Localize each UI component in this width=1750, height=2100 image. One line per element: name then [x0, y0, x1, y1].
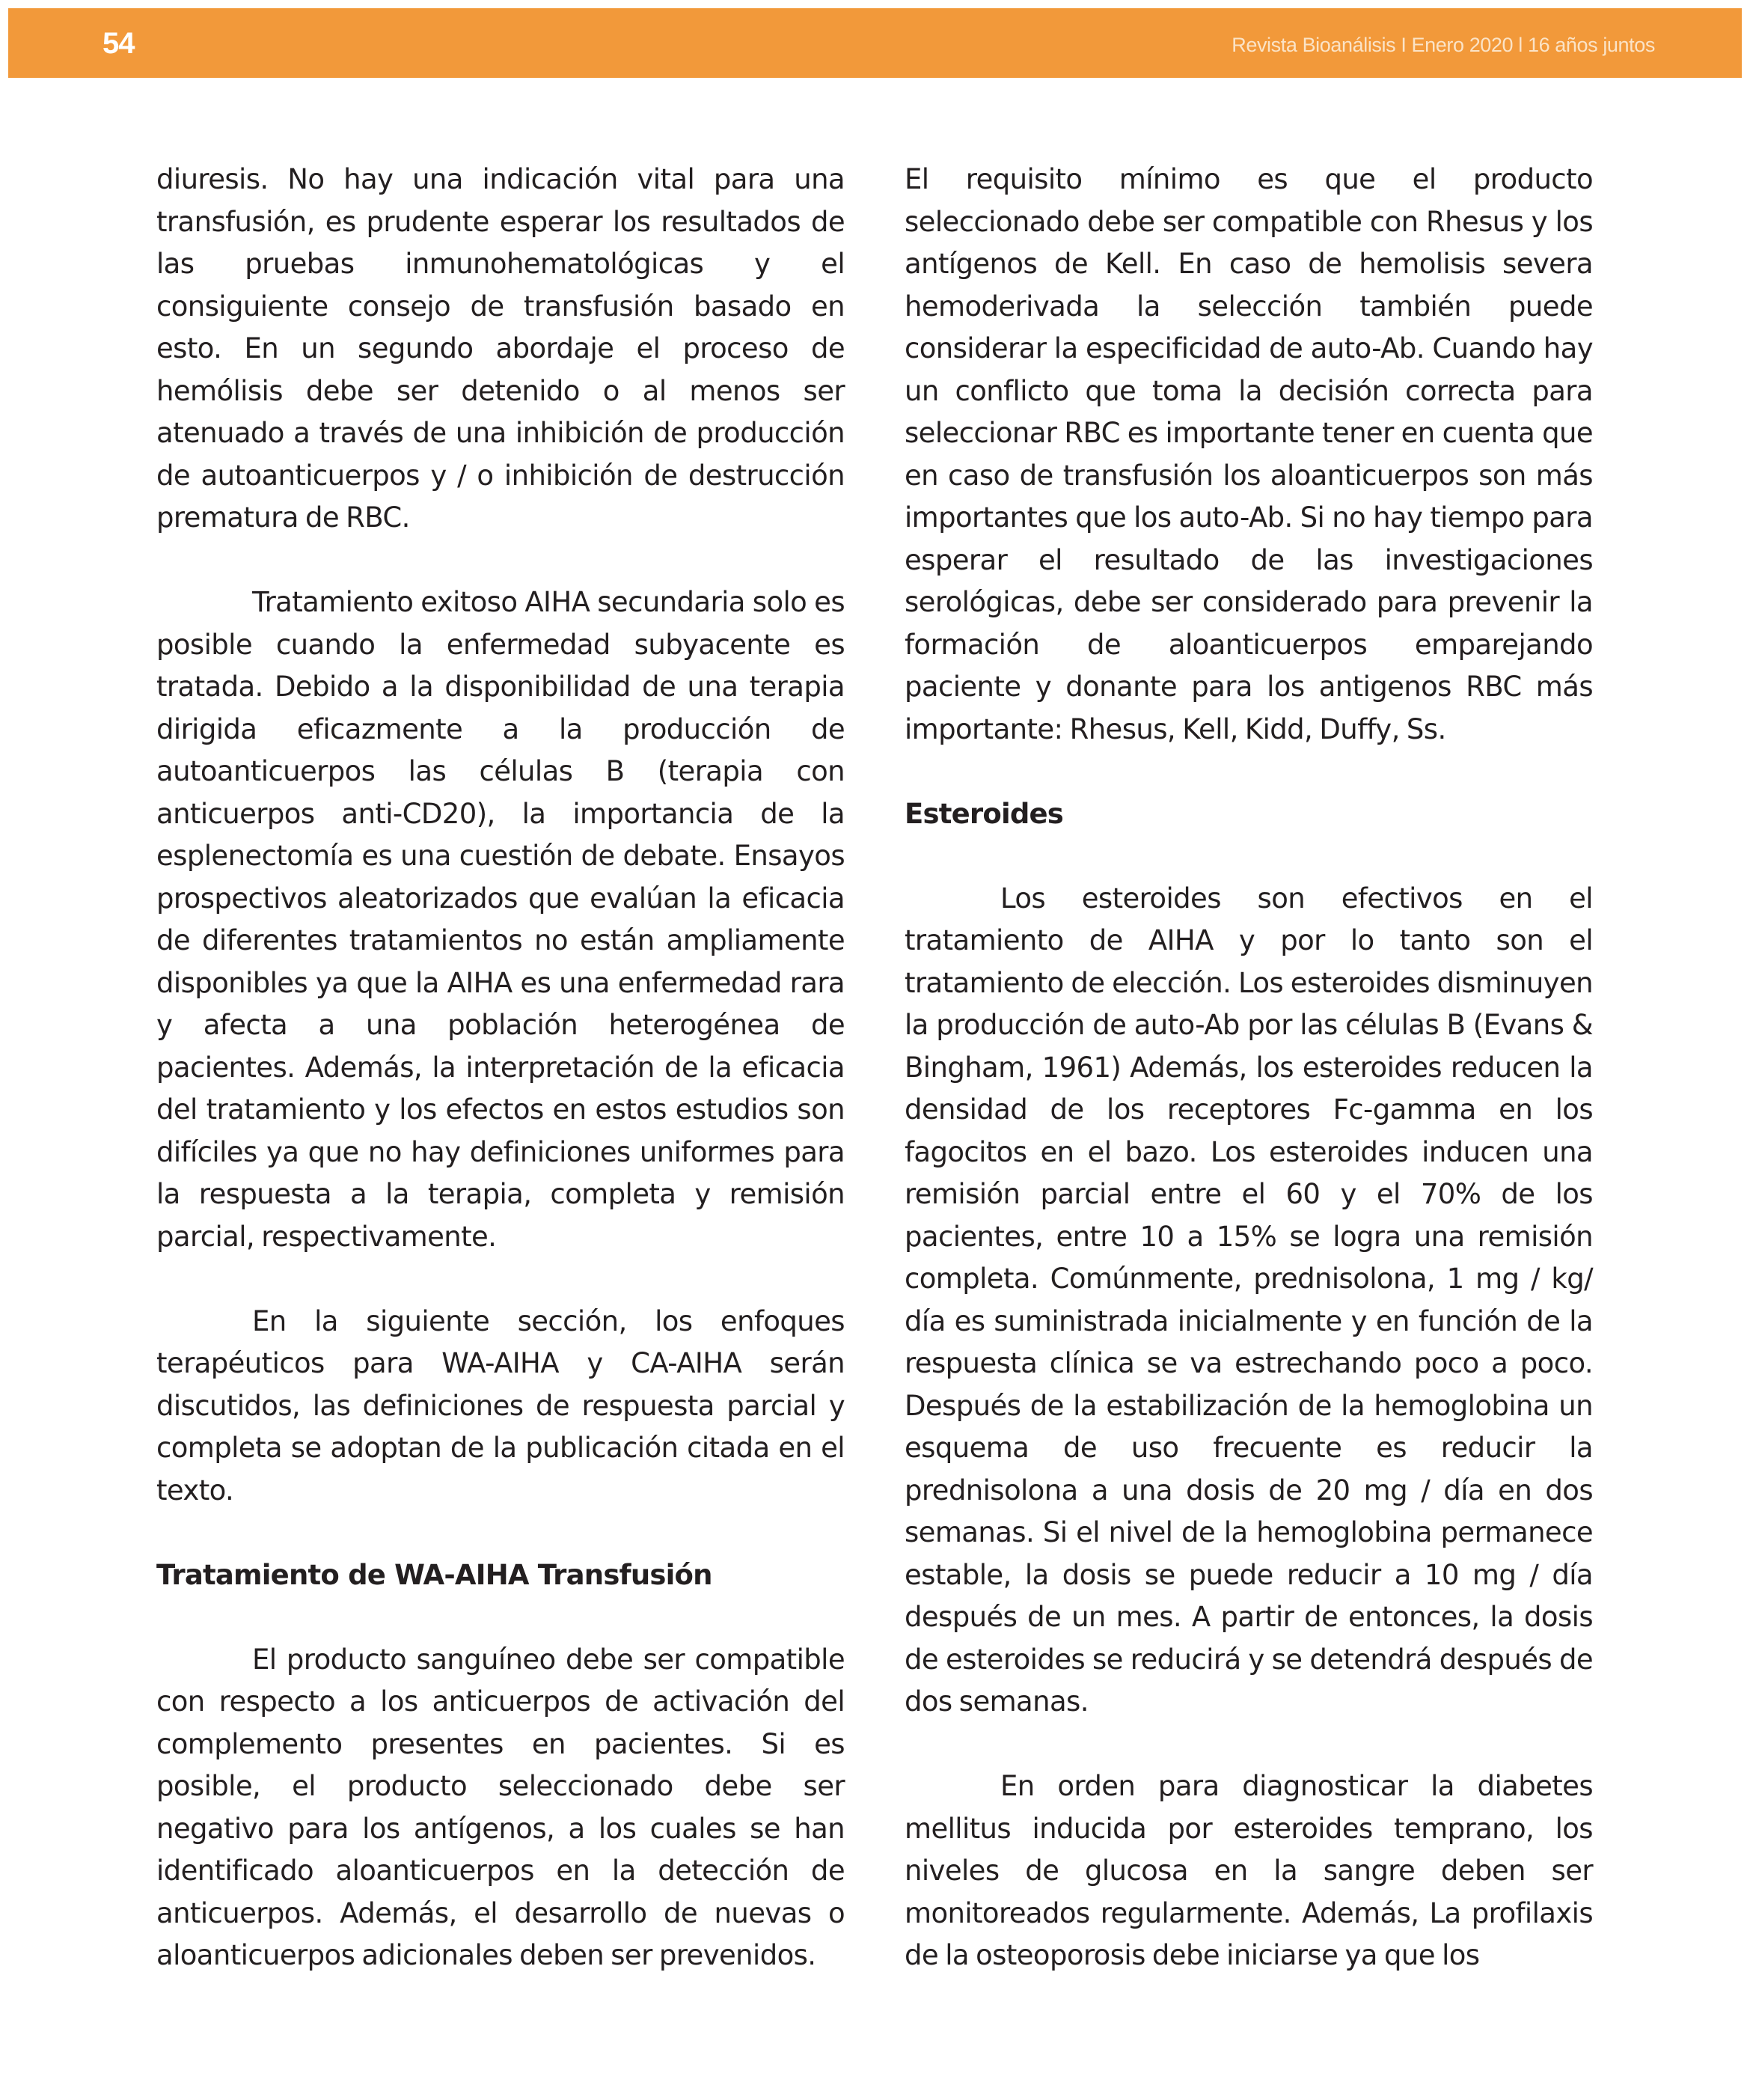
right-column — [905, 159, 1593, 1977]
body-paragraph: En la siguiente sección, los enfoques terapéuticos para WA-AIHA y CA-AIHA serán discutidos, las definiciones de respuesta parcial y completa se adoptan de la publicación citada en el texto. — [156, 1304, 845, 1507]
body-paragraph: El requisito mínimo es que el producto seleccionado debe ser compatible con Rhesus y los antígenos de Kell. En caso de hemolisis severa hemoderivada la selección también puede considerar la especificidad de auto-Ab. Cuando hay un conflicto que toma la decisión correcta para seleccionar RBC es importante tener en cuenta que en caso de transfusión los aloanticuerpos son más importantes que los auto-Ab. Si no hay tiempo para esperar el resultado de las investigaciones serológicas, debe ser considerado para prevenir la formación de aloanticuerpos emparejando paciente y donante para los antigenos RBC más importante: Rhesus, Kell, Kidd, Duffy, Ss. — [905, 163, 1593, 745]
section-heading: Tratamiento de WA-AIHA Transfusión — [156, 1558, 712, 1591]
body-paragraph: diuresis. No hay una indicación vital para una transfusión, es prudente esperar los resultados de las pruebas inmunohematológicas y el consiguiente consejo de transfusión basado en esto. En un segundo abordaje el proceso de hemólisis debe ser detenido o al menos ser atenuado a través de una inhibición de producción de autoanticuerpos y / o inhibición de destrucción prematura de RBC. — [156, 163, 845, 534]
left-column — [156, 159, 845, 1977]
page-header-bar — [8, 8, 1742, 78]
body-paragraph: Los esteroides son efectivos en el tratamiento de AIHA y por lo tanto son el tratamiento de elección. Los esteroides disminuyen la producción de auto-Ab por las células B (Evans & Bingham, 1961) Además, los esteroides reducen la densidad de los receptores Fc-gamma en los fagocitos en el bazo. Los esteroides inducen una remisión parcial entre el 60 y el 70% de los pacientes, entre 10 a 15% se logra una remisión completa. Comúnmente, prednisolona, 1 mg / kg/ día es suministrada inicialmente y en función de la respuesta clínica se va estrechando poco a poco. Después de la estabilización de la hemoglobina un esquema de uso frecuente es reducir la prednisolona a una dosis de 20 mg / día en dos semanas. Si el nivel de la hemoglobina permanece estable, la dosis se puede reducir a 10 mg / día después de un mes. A partir de entonces, la dosis de esteroides se reducirá y se detendrá después de dos semanas. — [905, 882, 1593, 1718]
section-heading: Esteroides — [905, 797, 1064, 830]
body-paragraph: Tratamiento exitoso AIHA secundaria solo es posible cuando la enfermedad subyacente es tratada. Debido a la disponibilidad de una terapia dirigida eficazmente a la producción de autoanticuerpos las células B (terapia con anticuerpos anti-CD20), la importancia de la esplenectomía es una cuestión de debate. Ensayos prospectivos aleatorizados que evalúan la eficacia de diferentes tratamientos no están ampliamente disponibles ya que la AIHA es una enfermedad rara y afecta a una población heterogénea de pacientes. Además, la interpretación de la eficacia del tratamiento y los efectos en estos estudios son difíciles ya que no hay definiciones uniformes para la respuesta a la terapia, completa y remisión parcial, respectivamente. — [156, 586, 845, 1253]
body-paragraph: En orden para diagnosticar la diabetes mellitus inducida por esteroides temprano, los niveles de glucosa en la sangre deben ser monitoreados regularmente. Además, La profilaxis de la osteoporosis debe iniciarse ya que los — [905, 1770, 1593, 1971]
page-number: 54 — [103, 27, 135, 60]
running-head: Revista Bioanálisis I Enero 2020 l 16 años juntos — [1232, 34, 1655, 56]
body-paragraph: El producto sanguíneo debe ser compatible con respecto a los anticuerpos de activación del complemento presentes en pacientes. Si es posible, el producto seleccionado debe ser negativo para los antígenos, a los cuales se han identificado aloanticuerpos en la detección de anticuerpos. Además, el desarrollo de nuevas o aloanticuerpos adicionales deben ser prevenidos. — [156, 1643, 845, 1971]
